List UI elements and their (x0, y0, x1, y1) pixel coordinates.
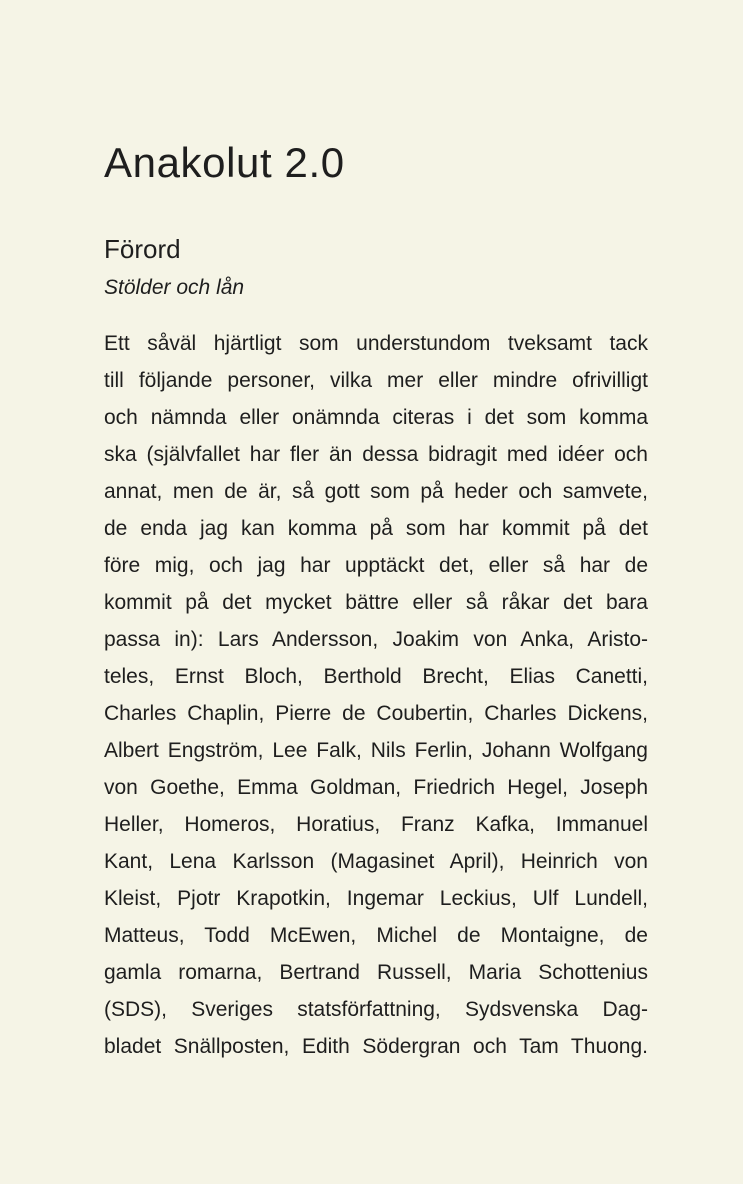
subheading: Stölder och lån (104, 276, 245, 299)
paragraph-line: kommit på det mycket bättre eller så råkar det bara (104, 591, 648, 614)
paragraph-line: ska (självfallet har fler än dessa bidragit med idéer och (104, 443, 648, 466)
paragraph-line: passa in): Lars Andersson, Joakim von Anka, Aristo- (104, 628, 648, 651)
page-title: Anakolut 2.0 (104, 139, 345, 187)
paragraph-line: Ett såväl hjärtligt som understundom tveksamt tack (104, 332, 648, 355)
paragraph-line: Kant, Lena Karlsson (Magasinet April), Heinrich von (104, 850, 648, 873)
paragraph-line: Matteus, Todd McEwen, Michel de Montaigne, de (104, 924, 648, 947)
section-heading: Förord (104, 233, 181, 264)
paragraph-line: gamla romarna, Bertrand Russell, Maria Schottenius (104, 961, 648, 984)
paragraph-line: Albert Engström, Lee Falk, Nils Ferlin, Johann Wolfgang (104, 739, 648, 762)
paragraph-line: Kleist, Pjotr Krapotkin, Ingemar Leckius, Ulf Lundell, (104, 887, 648, 910)
paragraph-line: (SDS), Sveriges statsförfattning, Sydsvenska Dag- (104, 998, 648, 1021)
paragraph-line: till följande personer, vilka mer eller mindre ofrivilligt (104, 369, 648, 392)
paragraph-line: de enda jag kan komma på som har kommit på det (104, 517, 648, 540)
paragraph-line: teles, Ernst Bloch, Berthold Brecht, Elias Canetti, (104, 665, 648, 688)
paragraph-line: Heller, Homeros, Horatius, Franz Kafka, Immanuel (104, 813, 648, 836)
paragraph-line: bladet Snällposten, Edith Södergran och Tam Thuong. (104, 1035, 648, 1058)
paragraph-line: von Goethe, Emma Goldman, Friedrich Hegel, Joseph (104, 776, 648, 799)
paragraph-line: annat, men de är, så gott som på heder och samvete, (104, 480, 648, 503)
preface-paragraph (104, 325, 648, 1065)
paragraph-line: och nämnda eller onämnda citeras i det som komma (104, 406, 648, 429)
paragraph-line: före mig, och jag har upptäckt det, eller så har de (104, 554, 648, 577)
paragraph-line: Charles Chaplin, Pierre de Coubertin, Charles Dickens, (104, 702, 648, 725)
